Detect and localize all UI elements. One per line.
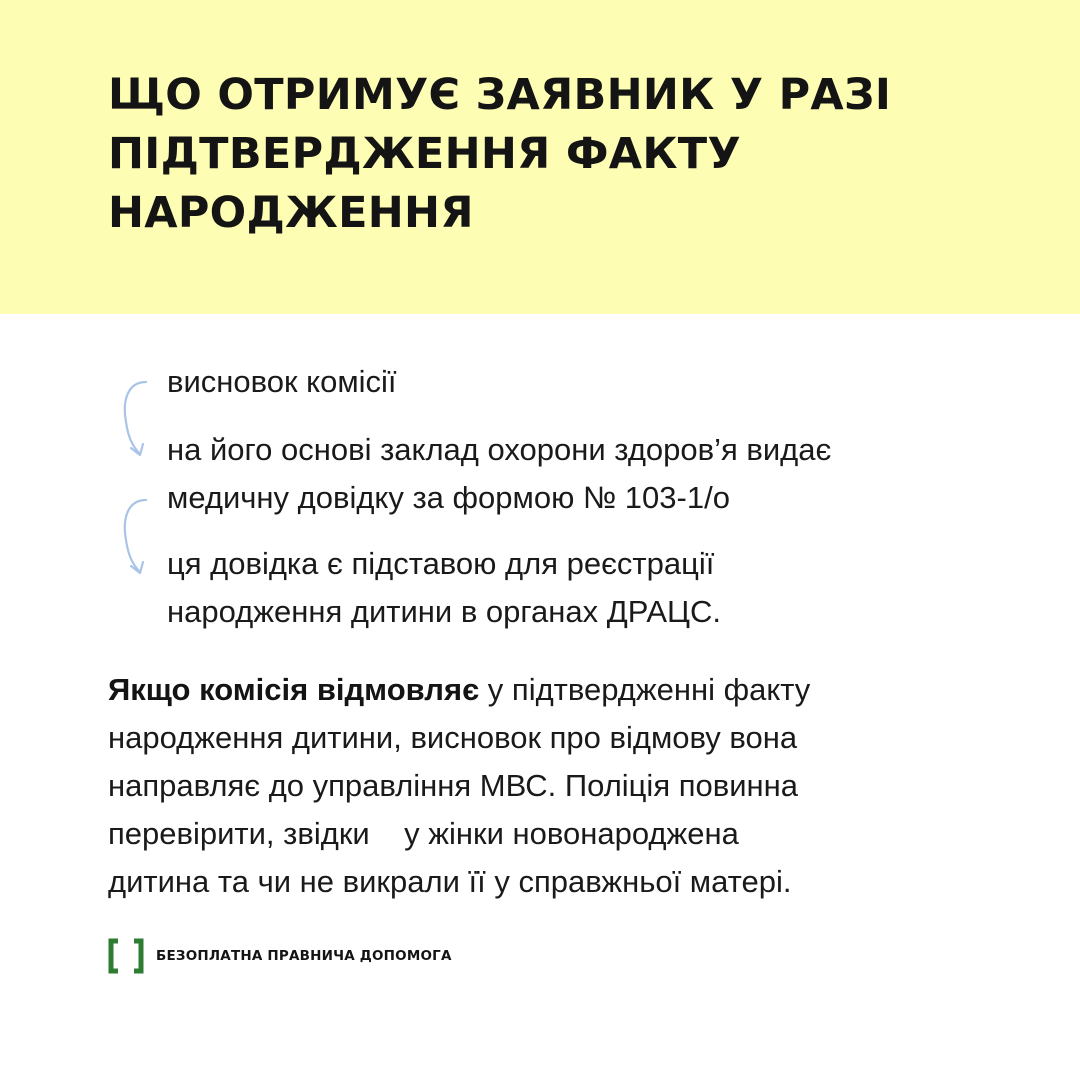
title-line-3: НАРОДЖЕННЯ — [108, 188, 474, 238]
step-3-line-1: ця довідка є підставою для реєстрації — [167, 546, 715, 581]
step-2-line-1: на його основі заклад охорони здоров’я видає — [167, 432, 832, 467]
title-line-2: ПІДТВЕРДЖЕННЯ ФАКТУ — [108, 129, 741, 179]
refusal-paragraph — [108, 666, 988, 906]
step-1-line-1: висновок комісії — [167, 364, 397, 399]
step-item — [167, 426, 987, 522]
green-brackets-icon — [108, 938, 144, 974]
paragraph-line-3: направляє до управління МВС. Поліція повинна — [108, 768, 799, 803]
paragraph-line-2: народження дитини, висновок про відмову вона — [108, 720, 798, 755]
bold-lead: Якщо комісія відмовляє — [108, 672, 480, 707]
organization-logo — [108, 938, 452, 974]
step-2-line-2: медичну довідку за формою № 103-1/о — [167, 480, 730, 515]
curved-arrow-icon — [116, 374, 156, 464]
paragraph-line-4: перевірити, звідки у жінки новонароджена — [108, 816, 739, 851]
step-3-line-2: народження дитини в органах ДРАЦС. — [167, 594, 721, 629]
title-line-1: ЩО ОТРИМУЄ ЗАЯВНИК У РАЗІ — [108, 70, 892, 120]
logo-text: БЕЗОПЛАТНА ПРАВНИЧА ДОПОМОГА — [156, 948, 452, 964]
curved-arrow-icon — [116, 492, 156, 582]
paragraph-line-5: дитина та чи не викрали її у справжньої матері. — [108, 864, 792, 899]
paragraph-line-1-rest: у підтвердженні факту — [479, 672, 811, 707]
step-item — [167, 540, 987, 636]
step-item — [167, 358, 987, 406]
paragraph-line-1 — [108, 666, 988, 714]
